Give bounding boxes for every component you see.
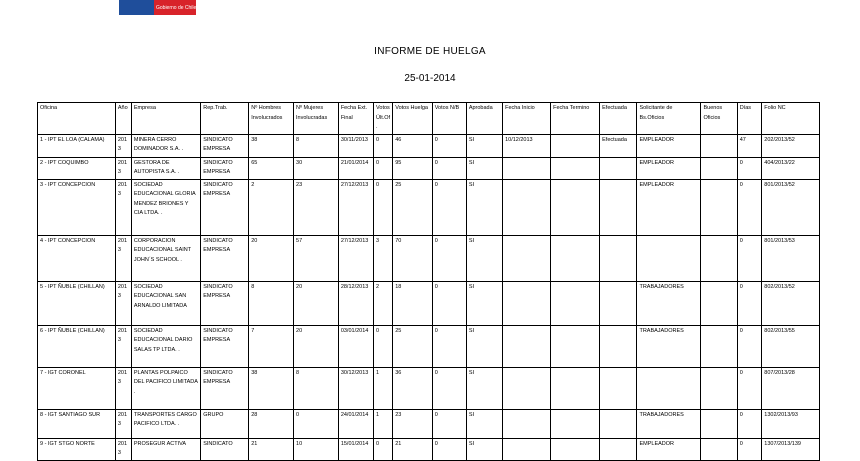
column-header: Efectuada bbox=[600, 103, 637, 135]
table-header-row bbox=[38, 103, 820, 135]
table-cell: 1 bbox=[374, 409, 393, 438]
table-cell bbox=[600, 438, 637, 460]
table-cell bbox=[637, 367, 701, 409]
table-cell: 2013 bbox=[115, 281, 131, 325]
table-cell: EMPLEADOR bbox=[637, 179, 701, 235]
table-cell bbox=[701, 367, 737, 409]
table-cell bbox=[551, 367, 600, 409]
table-cell bbox=[701, 325, 737, 367]
table-cell: 0 bbox=[432, 235, 466, 281]
table-cell: 0 bbox=[432, 157, 466, 179]
table-cell: 15/01/2014 bbox=[338, 438, 373, 460]
table-cell: 3 - IPT CONCEPCION bbox=[38, 179, 116, 235]
table-row bbox=[38, 367, 820, 409]
table-cell: 30 bbox=[294, 157, 339, 179]
table-cell: 0 bbox=[374, 157, 393, 179]
table-cell bbox=[503, 179, 551, 235]
table-cell bbox=[701, 157, 737, 179]
table-cell: 20 bbox=[294, 325, 339, 367]
table-cell: 25 bbox=[393, 179, 432, 235]
column-header: Buenos Oficios bbox=[701, 103, 737, 135]
table-cell bbox=[503, 325, 551, 367]
table-cell bbox=[600, 179, 637, 235]
table-cell: 0 bbox=[432, 281, 466, 325]
table-cell: 57 bbox=[294, 235, 339, 281]
table-cell: 807/2013/28 bbox=[762, 367, 820, 409]
table-cell: PROSEGUR ACTIVA bbox=[131, 438, 200, 460]
table-cell bbox=[551, 134, 600, 157]
table-cell: 0 bbox=[737, 179, 762, 235]
table-cell: 9 - IGT STGO NORTE bbox=[38, 438, 116, 460]
table-cell: 802/2013/52 bbox=[762, 281, 820, 325]
column-header: Fecha Ext. Final bbox=[338, 103, 373, 135]
table-cell: 25 bbox=[393, 325, 432, 367]
table-cell: CORPORACION EDUCACIONAL SAINT JOHN´S SCHOOL . bbox=[131, 235, 200, 281]
table-cell bbox=[551, 409, 600, 438]
table-cell: 23 bbox=[294, 179, 339, 235]
table-cell bbox=[600, 235, 637, 281]
table-cell: 7 - IGT CORONEL bbox=[38, 367, 116, 409]
table-cell bbox=[701, 438, 737, 460]
table-cell: 802/2013/55 bbox=[762, 325, 820, 367]
table-cell: 0 bbox=[737, 325, 762, 367]
table-cell: 202/2013/52 bbox=[762, 134, 820, 157]
table-cell: 0 bbox=[432, 409, 466, 438]
table-cell: 0 bbox=[737, 235, 762, 281]
table-cell bbox=[701, 281, 737, 325]
column-header: Oficina bbox=[38, 103, 116, 135]
table-row bbox=[38, 179, 820, 235]
table-cell: SI bbox=[466, 409, 502, 438]
table-cell: 0 bbox=[432, 325, 466, 367]
table-cell: 36 bbox=[393, 367, 432, 409]
table-cell: TRABAJADORES bbox=[637, 281, 701, 325]
report-title: INFORME DE HUELGA bbox=[374, 46, 486, 57]
table-cell: 2013 bbox=[115, 157, 131, 179]
table-cell: 2013 bbox=[115, 367, 131, 409]
table-cell: 0 bbox=[737, 409, 762, 438]
table-cell: PLANTAS POLPAICO DEL PACIFICO LIMITADA . bbox=[131, 367, 200, 409]
table-cell: 03/01/2014 bbox=[338, 325, 373, 367]
table-cell: 10 bbox=[294, 438, 339, 460]
table-cell: SINDICATO EMPRESA bbox=[201, 157, 249, 179]
table-cell: 8 bbox=[294, 134, 339, 157]
table-cell: 30/11/2013 bbox=[338, 134, 373, 157]
table-cell: 0 bbox=[737, 281, 762, 325]
column-header: Año bbox=[115, 103, 131, 135]
table-cell: TRANSPORTES CARGO PACIFICO LTDA. . bbox=[131, 409, 200, 438]
table-cell: 404/2013/22 bbox=[762, 157, 820, 179]
table-cell bbox=[551, 235, 600, 281]
table-cell: 2 bbox=[374, 281, 393, 325]
strike-report-table bbox=[37, 102, 820, 461]
table-cell: SINDICATO EMPRESA bbox=[201, 367, 249, 409]
table-cell: 8 bbox=[294, 367, 339, 409]
table-cell: 2013 bbox=[115, 134, 131, 157]
table-cell: 23 bbox=[393, 409, 432, 438]
column-header: Solicitante de Bs.Oficios bbox=[637, 103, 701, 135]
table-cell: 0 bbox=[432, 179, 466, 235]
table-cell: EMPLEADOR bbox=[637, 134, 701, 157]
table-cell: 0 bbox=[374, 438, 393, 460]
logo-text: Gobierno de Chile bbox=[156, 5, 197, 11]
table-cell: GESTORA DE AUTOPISTA S.A. . bbox=[131, 157, 200, 179]
logo-blue-bar bbox=[119, 0, 154, 15]
column-header: Votos N/B bbox=[432, 103, 466, 135]
table-cell: TRABAJADORES bbox=[637, 325, 701, 367]
table-cell: SOCIEDAD EDUCACIONAL DARIO SALAS TP LTDA. . bbox=[131, 325, 200, 367]
table-cell: MINERA CERRO DOMINADOR S.A. . bbox=[131, 134, 200, 157]
table-cell: 10/12/2013 bbox=[503, 134, 551, 157]
table-cell bbox=[600, 409, 637, 438]
table-cell: 24/01/2014 bbox=[338, 409, 373, 438]
table-cell: GRUPO bbox=[201, 409, 249, 438]
column-header: Rep.Trab. bbox=[201, 103, 249, 135]
table-cell bbox=[600, 281, 637, 325]
column-header: Fecha Termino bbox=[551, 103, 600, 135]
table-cell: SINDICATO EMPRESA bbox=[201, 134, 249, 157]
table-cell: SI bbox=[466, 367, 502, 409]
table-cell: 1307/2013/139 bbox=[762, 438, 820, 460]
table-cell: SI bbox=[466, 134, 502, 157]
column-header: Folio NC bbox=[762, 103, 820, 135]
table-cell: SINDICATO bbox=[201, 438, 249, 460]
table-cell: EMPLEADOR bbox=[637, 157, 701, 179]
table-cell: 21 bbox=[249, 438, 294, 460]
table-cell: 38 bbox=[249, 367, 294, 409]
table-cell bbox=[701, 235, 737, 281]
table-cell bbox=[701, 409, 737, 438]
table-cell: SINDICATO EMPRESA bbox=[201, 235, 249, 281]
column-header: Fecha Inicio bbox=[503, 103, 551, 135]
table-cell: 46 bbox=[393, 134, 432, 157]
table-cell: 2 bbox=[249, 179, 294, 235]
table-cell: 2013 bbox=[115, 179, 131, 235]
table-cell: 28 bbox=[249, 409, 294, 438]
table-cell: 0 bbox=[737, 157, 762, 179]
table-cell: SI bbox=[466, 281, 502, 325]
table-cell: 38 bbox=[249, 134, 294, 157]
column-header: Empresa bbox=[131, 103, 200, 135]
report-date: 25-01-2014 bbox=[404, 73, 456, 84]
table-cell bbox=[503, 438, 551, 460]
table-cell: 27/12/2013 bbox=[338, 179, 373, 235]
table-cell bbox=[701, 134, 737, 157]
table-cell: SOCIEDAD EDUCACIONAL SAN ARNALDO LIMITADA bbox=[131, 281, 200, 325]
table-cell: 0 bbox=[374, 179, 393, 235]
table-cell bbox=[600, 325, 637, 367]
table-cell: 0 bbox=[374, 134, 393, 157]
table-cell bbox=[503, 367, 551, 409]
table-cell: SI bbox=[466, 438, 502, 460]
table-cell: 0 bbox=[432, 134, 466, 157]
column-header: Aprobada bbox=[466, 103, 502, 135]
table-cell bbox=[503, 281, 551, 325]
table-cell: Efectuada bbox=[600, 134, 637, 157]
table-cell: 6 - IPT ÑUBLE (CHILLAN) bbox=[38, 325, 116, 367]
table-cell: 7 bbox=[249, 325, 294, 367]
table-cell: 28/12/2013 bbox=[338, 281, 373, 325]
table-cell bbox=[551, 438, 600, 460]
table-cell: 801/2013/53 bbox=[762, 235, 820, 281]
table-cell bbox=[551, 281, 600, 325]
column-header: Nº Hombres Involucrados bbox=[249, 103, 294, 135]
table-cell bbox=[503, 157, 551, 179]
table-cell: 21/01/2014 bbox=[338, 157, 373, 179]
table-cell: SINDICATO EMPRESA bbox=[201, 281, 249, 325]
table-cell bbox=[503, 409, 551, 438]
column-header: Votos Últ.Of. bbox=[374, 103, 393, 135]
table-cell: TRABAJADORES bbox=[637, 409, 701, 438]
table-cell: SI bbox=[466, 157, 502, 179]
table-cell: 801/2013/52 bbox=[762, 179, 820, 235]
table-cell: SI bbox=[466, 179, 502, 235]
table-cell bbox=[701, 179, 737, 235]
table-cell: 0 bbox=[432, 438, 466, 460]
table-cell: 8 - IGT SANTIAGO SUR bbox=[38, 409, 116, 438]
table-cell: 1302/2013/93 bbox=[762, 409, 820, 438]
table-cell bbox=[551, 157, 600, 179]
table-cell bbox=[600, 157, 637, 179]
table-cell: 0 bbox=[294, 409, 339, 438]
table-cell: 65 bbox=[249, 157, 294, 179]
column-header: Nº Mujeres Involucradas bbox=[294, 103, 339, 135]
column-header: Votos Huelga bbox=[393, 103, 432, 135]
table-cell bbox=[637, 235, 701, 281]
table-cell: SOCIEDAD EDUCACIONAL GLORIA MENDEZ BRIONES Y CIA LTDA. . bbox=[131, 179, 200, 235]
table-cell: 0 bbox=[737, 438, 762, 460]
table-cell: 2013 bbox=[115, 325, 131, 367]
table-cell: 2013 bbox=[115, 235, 131, 281]
table-cell: SINDICATO EMPRESA bbox=[201, 179, 249, 235]
table-cell: 20 bbox=[249, 235, 294, 281]
table-cell: 47 bbox=[737, 134, 762, 157]
table-row bbox=[38, 134, 820, 157]
table-row bbox=[38, 235, 820, 281]
table-cell: 27/12/2013 bbox=[338, 235, 373, 281]
table-cell: 4 - IPT CONCEPCION bbox=[38, 235, 116, 281]
table-cell: SI bbox=[466, 235, 502, 281]
table-cell: SINDICATO EMPRESA bbox=[201, 325, 249, 367]
table-cell bbox=[503, 235, 551, 281]
column-header: Días bbox=[737, 103, 762, 135]
table-cell: 2 - IPT COQUIMBO bbox=[38, 157, 116, 179]
government-logo bbox=[119, 0, 196, 15]
table-row bbox=[38, 438, 820, 460]
table-cell bbox=[600, 367, 637, 409]
table-cell: 70 bbox=[393, 235, 432, 281]
table-cell: 0 bbox=[432, 367, 466, 409]
table-cell: 30/12/2013 bbox=[338, 367, 373, 409]
table-cell: 20 bbox=[294, 281, 339, 325]
table-cell: 0 bbox=[737, 367, 762, 409]
table-cell: 95 bbox=[393, 157, 432, 179]
table-cell: SI bbox=[466, 325, 502, 367]
table-cell: 2013 bbox=[115, 438, 131, 460]
table-row bbox=[38, 281, 820, 325]
table-row bbox=[38, 325, 820, 367]
table-cell: 2013 bbox=[115, 409, 131, 438]
table-cell: 1 bbox=[374, 367, 393, 409]
table-cell: 1 - IPT EL LOA (CALAMA) bbox=[38, 134, 116, 157]
table-row bbox=[38, 157, 820, 179]
table-cell: 3 bbox=[374, 235, 393, 281]
table-cell bbox=[551, 325, 600, 367]
table-cell: 21 bbox=[393, 438, 432, 460]
table-cell: 8 bbox=[249, 281, 294, 325]
table-cell bbox=[551, 179, 600, 235]
table-row bbox=[38, 409, 820, 438]
table-cell: EMPLEADOR bbox=[637, 438, 701, 460]
table-cell: 0 bbox=[374, 325, 393, 367]
table-cell: 18 bbox=[393, 281, 432, 325]
table-cell: 5 - IPT ÑUBLE (CHILLAN) bbox=[38, 281, 116, 325]
